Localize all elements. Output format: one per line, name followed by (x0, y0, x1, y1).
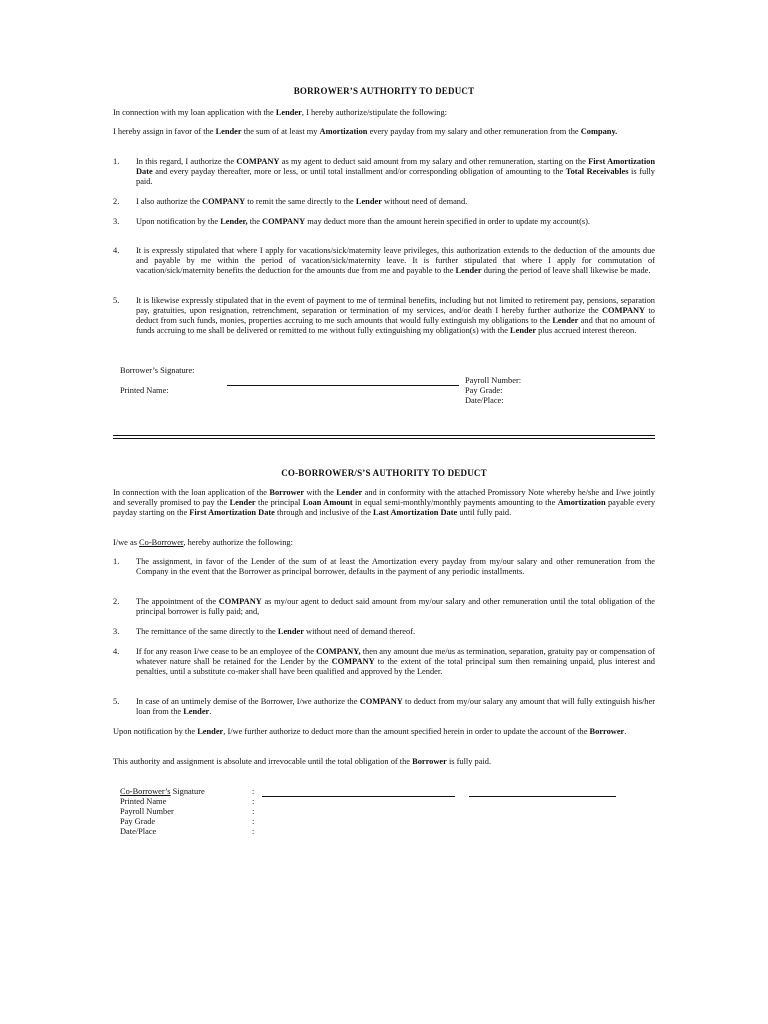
co-borrower-absolute-authority-paragraph: This authority and assignment is absolute and irrevocable until the total obligation of the Borrower is fully paid. (113, 757, 492, 766)
borrower-signature-line[interactable] (227, 385, 459, 386)
co-borrower-signature-line-1[interactable] (262, 796, 455, 797)
co-borrower-authority-title: CO-BORROWER/S’S AUTHORITY TO DEDUCT (281, 468, 487, 478)
co-borrower-printed-name-label: Printed Name (120, 797, 167, 806)
borrower-printed-name-label: Printed Name: (120, 386, 169, 395)
colon-payroll-number: : (252, 807, 255, 816)
section-divider-top-line (113, 435, 655, 436)
borrower-pay-grade-label: Pay Grade: (465, 386, 503, 395)
colon-pay-grade: : (252, 817, 255, 826)
co-borrower-authorization-line: I/we as Co-Borrower, hereby authorize the following: (113, 538, 293, 547)
borrower-date-place-label: Date/Place: (465, 396, 504, 405)
borrower-signature-label: Borrower’s Signature: (120, 366, 195, 375)
colon-signature: : (252, 787, 255, 796)
co-borrower-upon-notification-paragraph: Upon notification by the Lender, I/we further authorize to deduct more than the amount specified herein in order to update the account of the Borrower. (113, 727, 627, 736)
borrower-intro-paragraph: In connection with my loan application with the Lender, I hereby authorize/stipulate the following: (113, 108, 447, 117)
co-borrower-signature-line-2[interactable] (469, 796, 616, 797)
borrower-assignment-paragraph: I hereby assign in favor of the Lender the sum of at least my Amortization every payday from my salary and other remuneration from the Company. (113, 127, 618, 136)
co-borrower-signature-label: Co-Borrower’s Signature (120, 787, 205, 796)
borrower-authority-title: BORROWER’S AUTHORITY TO DEDUCT (293, 86, 475, 96)
co-borrower-payroll-number-label: Payroll Number (120, 807, 174, 816)
co-borrower-pay-grade-label: Pay Grade (120, 817, 156, 826)
colon-date-place: : (252, 827, 255, 836)
document-page: BORROWER’S AUTHORITY TO DEDUCT In connection with my loan application with the Lender, I hereby authorize/stipulate the following: I hereby assign in favor of the Lender the sum of at least my Amortization every payday from my salary and other remuneration from the Company. 1. In this regard, I authorize the COMPANY as my agent to deduct said amount from my salary and other remuneration, starting on the First Amortization Date and every payday thereafter, more or less, or until total installment and/or corresponding obligation of amounting to the Total Receivables is fully paid. 2. I also authorize the COMPANY to remit the same directly to the Lender without need of demand. 3. Upon notification by the Lender, the COMPANY may deduct more than the amount herein specified in order to update my account(s). 4. It is expressly stipulated that where I apply for vacations/sick/maternity leave privileges, this authorization extends to the deduction of the amounts due and payable by me within the period of vacation/sick/maternity leave. It is further stipulated that where I apply for commutation of vacation/sick/maternity benefits the deduction for the amounts due from me and payable to the Lender during the period of leave shall likewise be made. 5. It is likewise expressly stipulated that in the event of payment to me of terminal benefits, including but not limited to retirement pay, pensions, separation pay, gratuities, upon resignation, retrenchment, separation or termination of my services, and/or death I hereby further authorize the COMPANY to deduct from such funds, monies, properties accruing to me such amounts that would fully extinguish my obligations to the Lender and that no amount of funds accruing to me shall be delivered or remitted to me without fully extinguishing my obligation(s) with the Lender plus accrued interest thereon. Borrower’s Signature: Printed Name: Payroll Number: Pay Grade: Date/Place: CO-BORROWER/S’S AUTHORITY TO DEDUCT In connection with the loan application of the Borrower with the Lender and in conformity with the attached Promissory Note whereby he/she and I/we jointly and severally promised to pay the Lender the principal Loan Amount in equal semi-monthly/monthly payments amounting to the Amortization payable every payday starting on the First Amortization Date through and inclusive of the Last Amortization Date until fully paid. I/we as Co-Borrower, hereby authorize the following: 1. The assignment, in favor of the Lender of the sum of at least the Amortization every payday from my/our salary and other remuneration from the Company in the event that the Borrower as principal borrower, defaults in the payment of any periodic installments. 2. The appointment of the COMPANY as my/our agent to deduct said amount from my/our salary and other remuneration until the total obligation of the principal borrower is fully paid; and, 3. The remittance of the same directly to the Lender without need of demand thereof. 4. If for any reason I/we cease to be an employee of the COMPANY, then any amount due me/us as termination, separation, gratuity pay or compensation of whatever nature shall be retained for the Lender by the COMPANY to the extent of the total principal sum then remaining unpaid, plus interest and penalties, until a substitute co-maker shall have been qualified and approved by the Lender. 5. In case of an untimely demise of the Borrower, I/we authorize the COMPANY to deduct from my/our salary any amount that will fully extinguish his/her loan from the Lender. Upon notification by the Lender, I/we further authorize to deduct more than the amount specified herein in order to update the account of the Borrower. This authority and assignment is absolute and irrevocable until the total obligation of the Borrower is fully paid. Co-Borrower’s Signature Printed Name Payroll Number Pay Grade Date/Place : : : : : (113, 86, 656, 836)
co-borrower-date-place-label: Date/Place (120, 827, 157, 836)
co-borrower-intro-paragraph: In connection with the loan application of the Borrower with the Lender and in conformity with the attached Promissory Note whereby he/she and I/we jointly and severally promised to pay the Lender the principal Loan Amount in equal semi-monthly/monthly payments amounting to the Amortization payable every payday starting on the First Amortization Date through and inclusive of the Last Amortization Date until fully paid. (113, 488, 656, 517)
colon-printed-name: : (252, 797, 255, 806)
borrower-payroll-number-label: Payroll Number: (465, 376, 522, 385)
section-divider-bottom-line (113, 438, 655, 439)
